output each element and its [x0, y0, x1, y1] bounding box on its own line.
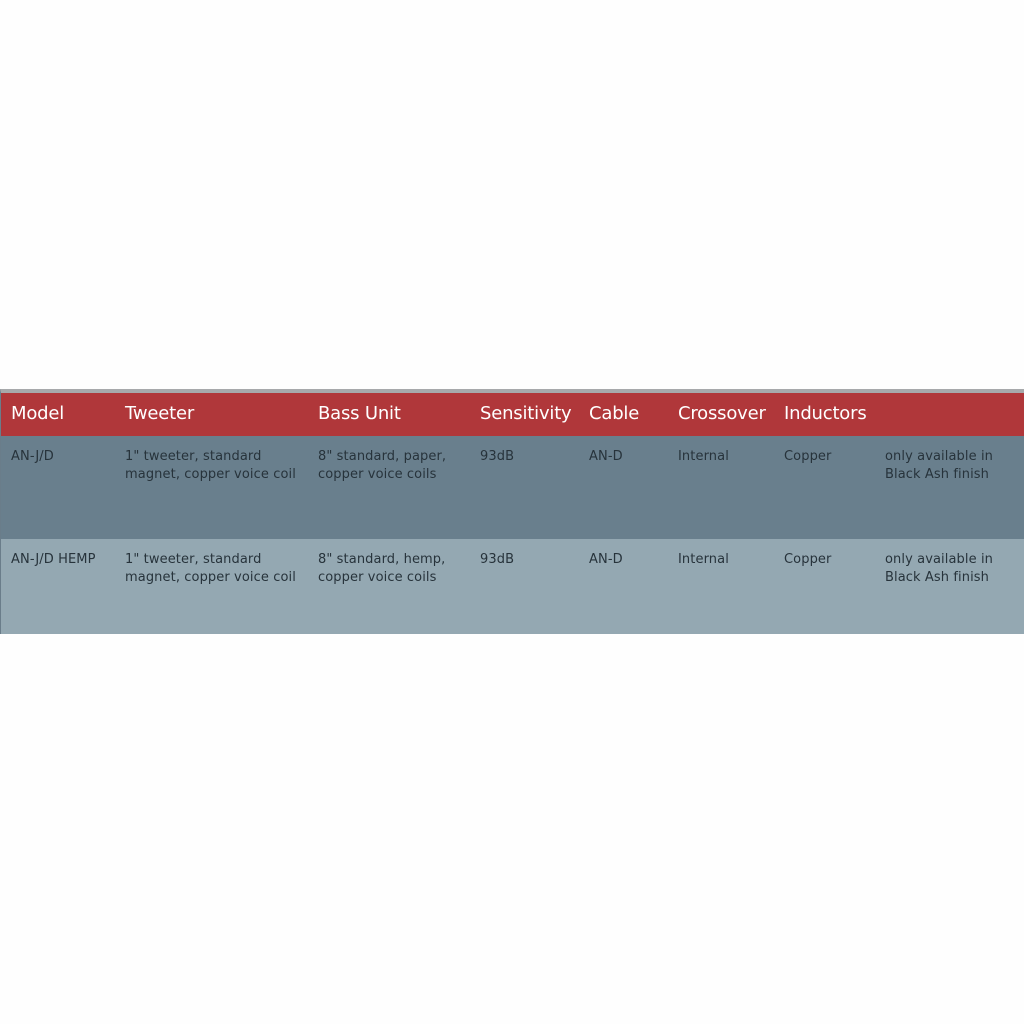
cell-model: AN-J/D HEMP	[11, 552, 96, 567]
header-cable: Cable	[589, 403, 640, 424]
cell-model: AN-J/D	[11, 449, 54, 464]
table-row	[1, 436, 1024, 539]
header-sensitivity: Sensitivity	[480, 403, 572, 424]
cell-tweeter: 1" tweeter, standard magnet, copper voice coil	[125, 552, 296, 585]
header-model: Model	[11, 403, 65, 424]
header-inductors: Inductors	[784, 403, 867, 424]
header-crossover: Crossover	[678, 403, 766, 424]
header-tweeter: Tweeter	[125, 403, 195, 424]
table-row	[1, 539, 1024, 634]
cell-bass-unit: 8" standard, paper, copper voice coils	[318, 449, 447, 482]
spec-table	[0, 389, 1024, 634]
cell-inductors: Copper	[784, 552, 832, 567]
cell-crossover: Internal	[678, 552, 729, 567]
cell-cable: AN-D	[589, 449, 623, 464]
cell-note: only available in Black Ash finish	[885, 552, 993, 585]
cell-note: only available in Black Ash finish	[885, 449, 993, 482]
cell-bass-unit: 8" standard, hemp, copper voice coils	[318, 552, 446, 585]
cell-cable: AN-D	[589, 552, 623, 567]
cell-sensitivity: 93dB	[480, 552, 515, 567]
cell-inductors: Copper	[784, 449, 832, 464]
table-header-row	[1, 393, 1024, 436]
header-bass-unit: Bass Unit	[318, 403, 401, 424]
cell-crossover: Internal	[678, 449, 729, 464]
cell-sensitivity: 93dB	[480, 449, 515, 464]
cell-tweeter: 1" tweeter, standard magnet, copper voice coil	[125, 449, 296, 482]
